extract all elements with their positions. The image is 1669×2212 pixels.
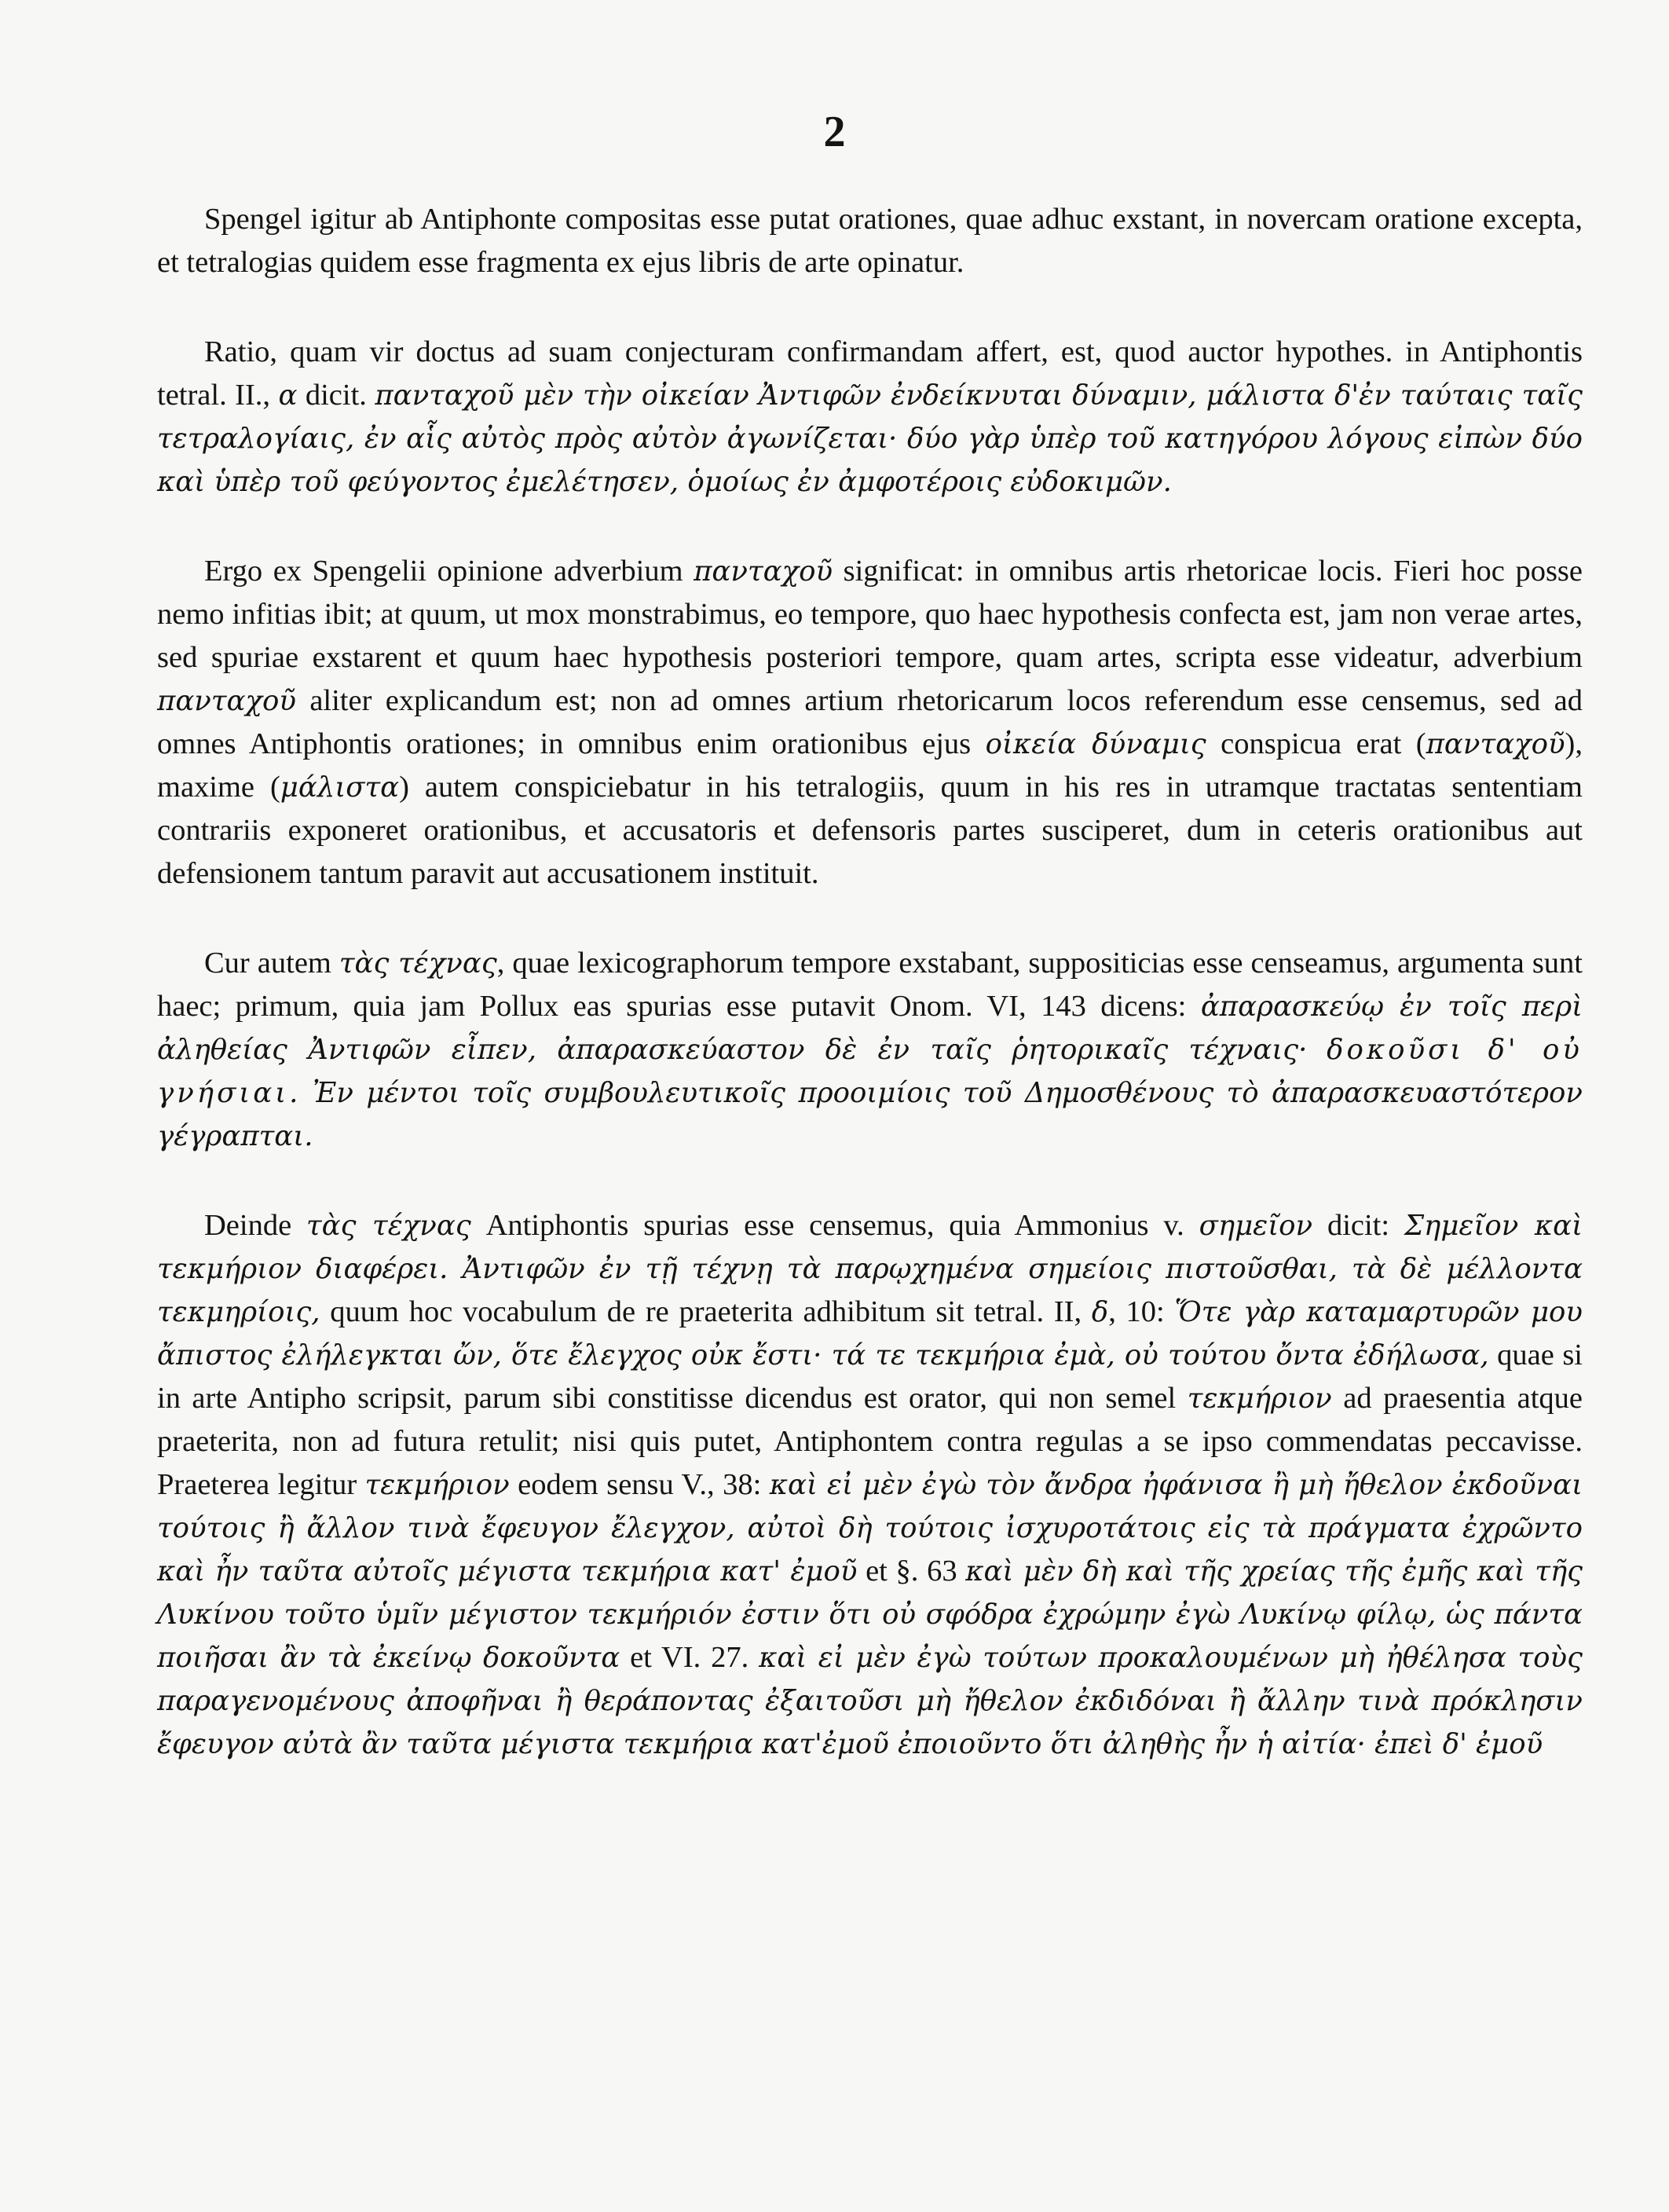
latin-text: quae si in arte Antipho scripsit, parum sibi constitisse dicendus est orator, qui non semel <box>157 1339 1583 1415</box>
greek-quotation: καὶ εἰ μὲν ἐγὼ τὸν ἄνδρα ἠφάνισα ἢ μὴ ἤθελον ἐκδοῦναι τούτοις ἢ ἄλλον τινὰ ἔφευγον ἔλεγχον, αὐτοὶ δὴ τούτοις ἰσχυροτάτοις εἰς τὰ πράγματα ἐχρῶντο καὶ ἦν ταῦτα αὐτοῖς μέγιστα τεκμήρια κατ' ἐμοῦ <box>157 1469 1583 1588</box>
greek-quotation: σημεῖον <box>1199 1210 1313 1242</box>
latin-text: et VI. 27. <box>620 1641 759 1674</box>
greek-quotation: οἰκεία δύναμις <box>985 728 1206 760</box>
greek-quotation: μάλιστα <box>280 771 400 804</box>
greek-quotation: Σημεῖον καὶ τεκμήριον διαφέρει. Ἀντιφῶν ἐν τῇ τέχνῃ τὰ παρῳχημένα σημείοις πιστοῦσθαι, τὰ δὲ μέλλοντα τεκμηρίοις, <box>157 1210 1583 1328</box>
paragraph <box>157 1204 1583 1766</box>
greek-quotation: δοκοῦσι δ' οὐ γνήσιαι. <box>157 1034 1583 1109</box>
latin-text: ), maxime ( <box>157 727 1583 804</box>
greek-quotation: α <box>278 379 298 412</box>
latin-text: quum hoc vocabulum de re praeterita adhibitum sit tetral. II, <box>320 1295 1092 1328</box>
latin-text: , 10: <box>1108 1295 1175 1328</box>
greek-quotation: πανταχοῦ <box>157 685 296 717</box>
latin-text: conspicua erat ( <box>1206 727 1426 760</box>
latin-text: aliter explicandum est; non ad omnes artium rhetoricarum locos referendum esse censemus, sed ad omnes Antiphontis orationes; in omnibus enim orationibus ejus <box>157 684 1583 760</box>
greek-quotation: Ἐν μέντοι τοῖς συμβουλευτικοῖς προοιμίοις τοῦ Δημοσθένους τὸ ἀπαρασκευαστότερον γέγραπται. <box>157 1077 1583 1152</box>
greek-quotation: πανταχοῦ <box>1426 728 1565 760</box>
paragraph <box>157 331 1583 504</box>
body-text <box>157 198 1583 1766</box>
latin-text: Antiphontis spurias esse censemus, quia Ammonius v. <box>470 1209 1199 1242</box>
greek-quotation: δ <box>1091 1296 1109 1328</box>
latin-text: Deinde <box>204 1209 307 1242</box>
greek-quotation: τὰς τέχνας <box>306 1210 471 1242</box>
paragraph <box>157 942 1583 1158</box>
greek-quotation: τὰς τέχνας <box>339 947 497 980</box>
page-number: 2 <box>823 108 846 156</box>
latin-text: ) autem conspiciebatur in his tetralogiis, quum in his res in utramque tractatas sententiam contrariis exponeret orationibus, et accusatoris et defensoris partes susciperet, dum in ceteris orationibus aut defensionem tantum paravit aut accusationem instituit. <box>157 771 1583 890</box>
paragraph <box>157 550 1583 895</box>
latin-text: ad praesentia atque praeterita, non ad futura retulit; nisi quis putet, Antiphontem contra regulas a se ipso commendatas peccavisse. Praeterea legitur <box>157 1382 1583 1501</box>
greek-quotation: τεκμήριον <box>364 1469 510 1501</box>
latin-text: significat: in omnibus artis rhetoricae locis. Fieri hoc posse nemo infitias ibit; at quum, ut mox monstrabimus, eo tempore, quo haec hypothesis confecta est, jam non verae artes, sed spuriae exstarent et quum haec hypothesis posteriori tempore, quam artes, scripta esse videatur, adverbium <box>157 555 1583 674</box>
latin-text: Cur autem <box>204 947 339 980</box>
latin-text: dicit. <box>297 379 375 412</box>
greek-quotation: καὶ εἰ μὲν ἐγὼ τούτων προκαλουμένων μὴ ἠθέλησα τοὺς παραγενομένους ἀποφῆναι ἢ θεράποντας ἐξαιτοῦσι μὴ ἤθελον ἐκδιδόναι ἢ ἄλλην τινὰ πρόκλησιν ἔφευγον αὐτὰ ἂν ταῦτα μέγιστα τεκμήρια κατ'ἐμοῦ ἐποιοῦντο ὅτι ἀληθὴς ἦν ἡ αἰτία· ἐπεὶ δ' ἐμοῦ <box>157 1642 1583 1760</box>
latin-text: et §. 63 <box>857 1555 966 1588</box>
latin-text <box>301 1076 313 1109</box>
greek-quotation: πανταχοῦ <box>694 555 833 588</box>
latin-text: Ratio, quam vir doctus ad suam conjecturam confirmandam affert, est, quod auctor hypothes. in Antiphontis tetral. II., <box>157 335 1583 412</box>
greek-quotation: καὶ μὲν δὴ καὶ τῆς χρείας τῆς ἐμῆς καὶ τῆς Λυκίνου τοῦτο ὑμῖν μέγιστον τεκμήριόν ἐστιν ὅτι οὐ σφόδρα ἐχρώμην ἐγὼ Λυκίνῳ φίλῳ, ὡς πάντα ποιῆσαι ἂν τὰ ἐκείνῳ δοκοῦντα <box>157 1555 1583 1674</box>
latin-text: Spengel igitur ab Antiphonte compositas esse putat orationes, quae adhuc exstant, in novercam oratione excepta, et tetralogias quidem esse fragmenta ex ejus libris de arte opinatur. <box>157 203 1583 279</box>
latin-text: eodem sensu V., 38: <box>509 1468 770 1501</box>
greek-quotation: πανταχοῦ μὲν τὴν οἰκείαν Ἀντιφῶν ἐνδείκνυται δύναμιν, μάλιστα δ'ἐν ταύταις ταῖς τετραλογίαις, ἐν αἷς αὐτὸς πρὸς αὐτὸν ἀγωνίζεται· δύο γὰρ ὑπὲρ τοῦ κατηγόρου λόγους εἰπὼν δύο καὶ ὑπὲρ τοῦ φεύγοντος ἐμελέτησεν, ὁμοίως ἐν ἀμφοτέροις εὐδοκιμῶν. <box>157 379 1583 498</box>
greek-quotation: τεκμήριον <box>1187 1382 1332 1415</box>
greek-quotation: Ὅτε γὰρ καταμαρτυρῶν μου ἄπιστος ἐλήλεγκται ὤν, ὅτε ἔλεγχος οὐκ ἔστι· τά τε τεκμήρια ἐμὰ, οὐ τούτου ὄντα ἐδήλωσα, <box>157 1296 1583 1372</box>
latin-text: dicit: <box>1312 1209 1404 1242</box>
paragraph <box>157 198 1583 284</box>
latin-text <box>1307 1033 1327 1066</box>
latin-text: Ergo ex Spengelii opinione adverbium <box>204 555 694 588</box>
latin-text: , quae lexicographorum tempore exstabant, suppositicias esse censeamus, argumenta sunt haec; primum, quia jam Pollux eas spurias esse putavit Onom. VI, 143 dicens: <box>157 947 1583 1023</box>
greek-quotation: ἀπαρασκεύῳ ἐν τοῖς περὶ ἀληθείας Ἀντιφῶν εἶπεν, ἀπαρασκεύαστον δὲ ἐν ταῖς ῥητορικαῖς τέχναις· <box>157 991 1583 1066</box>
